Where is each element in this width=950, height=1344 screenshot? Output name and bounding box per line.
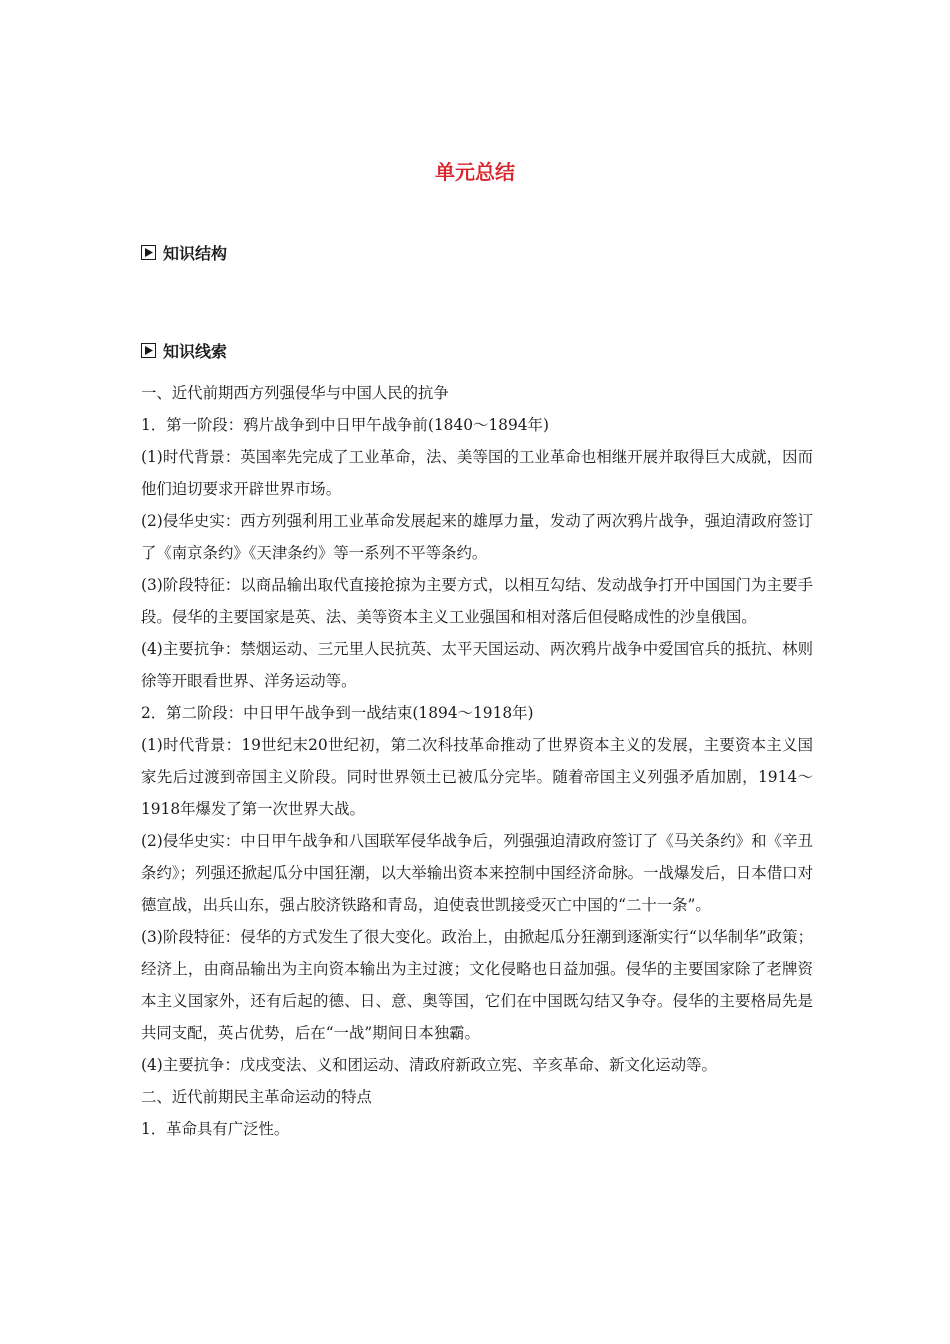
body-text bbox=[141, 377, 813, 1145]
paragraph: (2)侵华史实：中日甲午战争和八国联军侵华战争后，列强强迫清政府签订了《马关条约》和《辛丑条约》；列强还掀起瓜分中国狂潮，以大举输出资本来控制中国经济命脉。一战爆发后，日本借口对德宣战，出兵山东，强占胶济铁路和青岛，迫使袁世凯接受灭亡中国的“二十一条”。 bbox=[141, 832, 813, 914]
paragraph: (4)主要抗争：戊戌变法、义和团运动、清政府新政立宪、辛亥革命、新文化运动等。 bbox=[141, 1056, 717, 1074]
paragraph: (1)时代背景：19世纪末20世纪初，第二次科技革命推动了世界资本主义的发展，主要资本主义国家先后过渡到帝国主义阶段。同时世界领土已被瓜分完毕。随着帝国主义列强矛盾加剧，1914～1918年爆发了第一次世界大战。 bbox=[141, 736, 813, 818]
paragraph: (2)侵华史实：西方列强利用工业革命发展起来的雄厚力量，发动了两次鸦片战争，强迫清政府签订了《南京条约》《天津条约》等一系列不平等条约。 bbox=[141, 512, 813, 562]
section-heading-label: 知识线索 bbox=[163, 341, 228, 361]
paragraph: 一、近代前期西方列强侵华与中国人民的抗争 bbox=[141, 384, 449, 402]
section-heading-clues bbox=[141, 338, 227, 362]
paragraph: 2．第二阶段：中日甲午战争到一战结束(1894～1918年) bbox=[141, 704, 534, 722]
paragraph: 1．第一阶段：鸦片战争到中日甲午战争前(1840～1894年) bbox=[141, 416, 549, 434]
section-heading-label: 知识结构 bbox=[163, 243, 228, 263]
paragraph: (4)主要抗争：禁烟运动、三元里人民抗英、太平天国运动、两次鸦片战争中爱国官兵的抵抗、林则徐等开眼看世界、洋务运动等。 bbox=[141, 640, 813, 690]
paragraph: (1)时代背景：英国率先完成了工业革命，法、美等国的工业革命也相继开展并取得巨大成就，因而他们迫切要求开辟世界市场。 bbox=[141, 448, 813, 498]
paragraph: (3)阶段特征：侵华的方式发生了很大变化。政治上，由掀起瓜分狂潮到逐渐实行“以华制华”政策；经济上，由商品输出为主向资本输出为主过渡；文化侵略也日益加强。侵华的主要国家除了老牌资本主义国家外，还有后起的德、日、意、奥等国，它们在中国既勾结又争夺。侵华的主要格局先是共同支配，英占优势，后在“一战”期间日本独霸。 bbox=[141, 928, 813, 1042]
page-title: 单元总结 bbox=[435, 160, 515, 184]
paragraph: (3)阶段特征：以商品输出取代直接抢掠为主要方式，以相互勾结、发动战争打开中国国门为主要手段。侵华的主要国家是英、法、美等资本主义工业强国和相对落后但侵略成性的沙皇俄国。 bbox=[141, 576, 813, 626]
play-triangle-icon bbox=[141, 245, 156, 260]
paragraph: 二、近代前期民主革命运动的特点 bbox=[141, 1088, 372, 1106]
paragraph: 1．革命具有广泛性。 bbox=[141, 1120, 290, 1138]
section-heading-structure bbox=[141, 240, 227, 264]
play-triangle-icon bbox=[141, 343, 156, 358]
